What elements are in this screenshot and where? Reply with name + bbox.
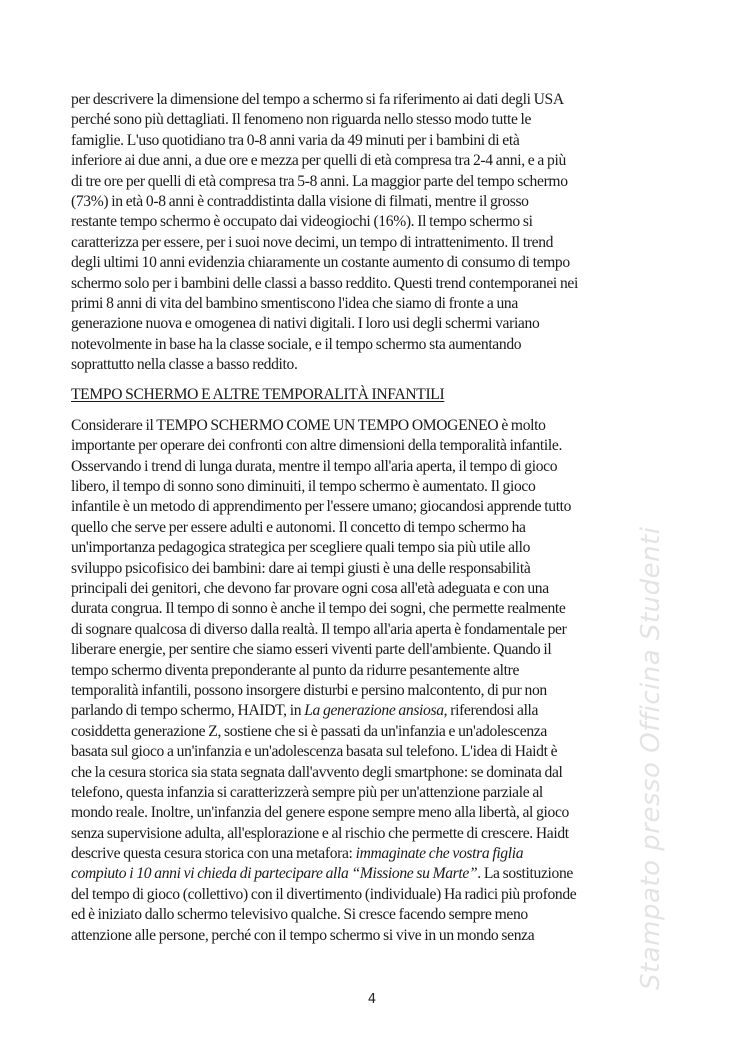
paragraph-screen-time-data: [71, 90, 671, 375]
text-line: basata sul gioco a un'infanzia e un'adolescenza basata sul telefono. L'idea di Haidt è: [71, 743, 558, 761]
metaphor-quote: compiuto i 10 anni vi chieda di partecipare alla “Missione su Marte”: [71, 865, 478, 883]
text-line: schermo solo per i bambini delle classi a basso reddito. Questi trend contemporanei nei: [71, 274, 578, 292]
book-title: La generazione ansiosa: [304, 702, 444, 720]
text-line: quello che serve per essere adulti e autonomi. Il concetto di tempo schermo ha: [71, 518, 526, 536]
text-line: telefono, questa infanzia si caratterizzerà sempre più per un'attenzione parziale al: [71, 783, 543, 801]
text-line: per descrivere la dimensione del tempo a schermo si fa riferimento ai dati degli USA: [71, 91, 564, 108]
text-line: (73%) in età 0-8 anni è contraddistinta dalla visione di filmati, mentre il grosso: [71, 192, 529, 210]
text-line: sviluppo psicofisico dei bambini: dare ai tempi giusti è una delle responsabilità: [71, 559, 531, 577]
text-span: , riferendosi alla: [443, 702, 539, 720]
text-line: primi 8 anni di vita del bambino smentiscono l'idea che siamo di fronte a una: [71, 294, 518, 312]
text-line: perché sono più dettagliati. Il fenomeno non riguarda nello stesso modo tutte le: [71, 111, 532, 129]
text-line: tempo schermo diventa preponderante al punto da ridurre pesantemente altre: [71, 661, 520, 679]
text-line: attenzione alle persone, perché con il tempo schermo si vive in un mondo senza: [71, 926, 535, 944]
text-line: durata congrua. Il tempo di sonno è anche il tempo dei sogni, che permette realmente: [71, 600, 566, 618]
text-span: descrive questa cesura storica con una metafora:: [71, 845, 356, 863]
text-line: cosiddetta generazione Z, sostiene che si è passati da un'infanzia e un'adolescenza: [71, 722, 547, 740]
watermark: Stampato presso Officina Studenti: [636, 526, 666, 990]
text-line: soprattutto nella classe a basso reddito.: [71, 356, 298, 374]
text-line: notevolmente in base ha la classe sociale, e il tempo schermo sta aumentando: [71, 335, 522, 353]
text-line: restante tempo schermo è occupato dai videogiochi (16%). Il tempo schermo si: [71, 213, 533, 231]
text-line-haidt: [71, 701, 671, 721]
text-line: Osservando i trend di lunga durata, mentre il tempo all'aria aperta, il tempo di gioco: [71, 457, 558, 475]
paragraph-screen-time-temporalities: [71, 416, 671, 946]
text-line: caratterizza per essere, per i suoi nove decimi, un tempo di intrattenimento. Il trend: [71, 233, 554, 251]
text-line: importante per operare dei confronti con altre dimensioni della temporalità infantile.: [71, 437, 562, 455]
text-line-metaphor: [71, 844, 671, 864]
document-page: [71, 90, 671, 946]
text-line: di tre ore per quelli di età compresa tra 5-8 anni. La maggior parte del tempo schermo: [71, 172, 568, 190]
text-line: un'importanza pedagogica strategica per scegliere quali tempo sia più utile allo: [71, 539, 531, 557]
text-span: . La sostituzione: [477, 865, 573, 883]
text-line: di sognare qualcosa di diverso dalla realtà. Il tempo all'aria aperta è fondamentale per: [71, 620, 567, 638]
text-line: mondo reale. Inoltre, un'infanzia del genere espone sempre meno alla libertà, al gioco: [71, 804, 569, 822]
section-heading: TEMPO SCHERMO E ALTRE TEMPORALITÀ INFANTILI: [71, 386, 445, 404]
text-line: libero, il tempo di sonno sono diminuiti, il tempo schermo è aumentato. Il gioco: [71, 478, 536, 496]
text-line: senza supervisione adulta, all'esplorazione e al rischio che permette di crescere. Haidt: [71, 824, 569, 842]
text-line: generazione nuova e omogenea di nativi digitali. I loro usi degli schermi variano: [71, 315, 540, 333]
text-line: famiglie. L'uso quotidiano tra 0-8 anni varia da 49 minuti per i bambini di età: [71, 131, 520, 149]
text-line: liberare energie, per sentire che siamo esseri viventi parte dell'ambiente. Quando il: [71, 641, 552, 659]
text-line-metaphor-2: [71, 864, 671, 884]
text-line: del tempo di gioco (collettivo) con il divertimento (individuale) Ha radici più profonde: [71, 885, 577, 903]
page-number: 4: [367, 992, 377, 1007]
text-line: Considerare il TEMPO SCHERMO COME UN TEMPO OMOGENEO è molto: [71, 416, 546, 434]
text-line: che la cesura storica sia stata segnata dall'avvento degli smartphone: se dominata dal: [71, 763, 563, 781]
text-line: infantile è un metodo di apprendimento per l'essere umano; giocandosi apprende tutto: [71, 498, 572, 516]
text-line: principali dei genitori, che devono far provare ogni cosa all'età adeguata e con una: [71, 579, 549, 597]
text-line: inferiore ai due anni, a due ore e mezza per quelli di età compresa tra 2-4 anni, e a più: [71, 152, 566, 170]
text-line: ed è iniziato dallo schermo televisivo qualche. Si cresce facendo sempre meno: [71, 906, 528, 924]
text-line: temporalità infantili, possono insorgere disturbi e persino malcontento, di pur non: [71, 681, 547, 699]
metaphor-quote: immaginate che vostra figlia: [355, 845, 524, 863]
text-line: degli ultimi 10 anni evidenzia chiaramente un costante aumento di consumo di tempo: [71, 254, 570, 272]
text-span: parlando di tempo schermo, HAIDT, in: [71, 702, 305, 720]
